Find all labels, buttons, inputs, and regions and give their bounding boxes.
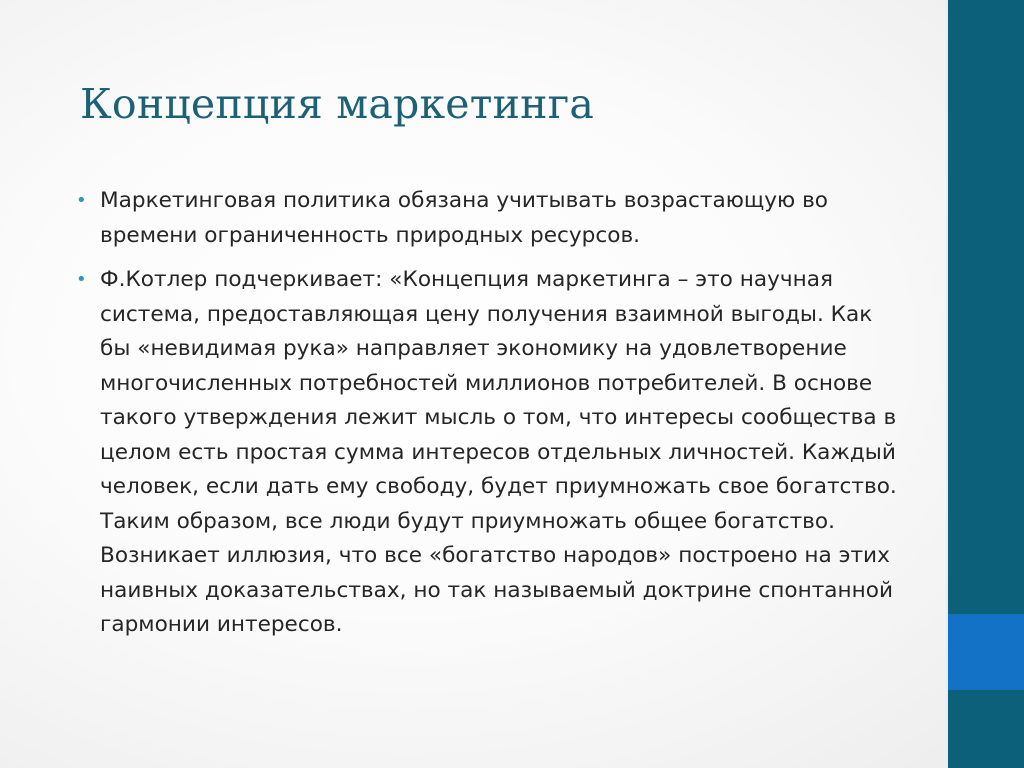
- bullet-dot-icon: •: [76, 190, 87, 211]
- slide-title: Концепция маркетинга: [80, 80, 595, 128]
- bullet-dot-icon: •: [76, 269, 87, 290]
- accent-square: [948, 614, 1024, 690]
- bullet-item: [70, 263, 906, 643]
- bullet-text: Ф.Котлер подчеркивает: «Концепция маркетинга – это научная система, предоставляющая цену получения взаимной выгоды. Как бы «невидимая рука» направляет экономику на удовлетворение многочисленных потребностей миллионов потребителей. В основе такого утверждения лежит мысль о том, что интересы сообщества в целом есть простая сумма интересов отдельных личностей. Каждый человек, если дать ему свободу, будет приумножать свое богатство. Таким образом, все люди будут приумножать общее богатство. Возникает иллюзия, что все «богатство народов» построено на этих наивных доказательствах, но так называемый доктрине спонтанной гармонии интересов.: [100, 267, 897, 637]
- bullet-text: Маркетинговая политика обязана учитывать возрастающую во времени ограниченность природных ресурсов.: [100, 188, 829, 248]
- bullet-item: [70, 184, 906, 253]
- bullet-list: [70, 184, 906, 653]
